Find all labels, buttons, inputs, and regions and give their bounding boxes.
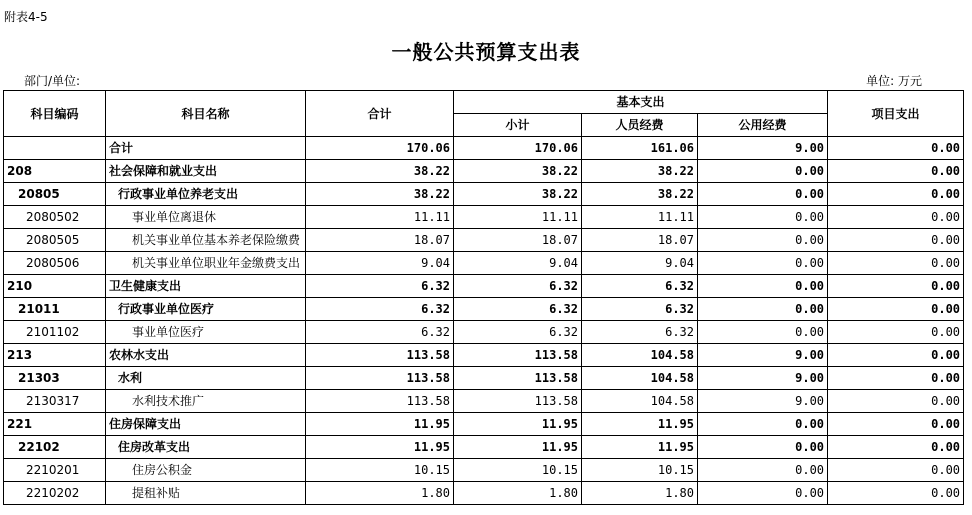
cell-project: 0.00 xyxy=(828,344,964,367)
cell-name: 机关事业单位职业年金缴费支出 xyxy=(106,252,306,275)
cell-personnel: 1.80 xyxy=(582,482,698,505)
cell-project: 0.00 xyxy=(828,436,964,459)
cell-name: 水利技术推广 xyxy=(106,390,306,413)
cell-total: 6.32 xyxy=(306,298,454,321)
table-row xyxy=(4,321,964,344)
cell-name: 行政事业单位医疗 xyxy=(106,298,306,321)
appendix-label: 附表4-5 xyxy=(4,10,48,24)
cell-subtotal: 6.32 xyxy=(454,321,582,344)
cell-subtotal: 11.11 xyxy=(454,206,582,229)
cell-name: 住房保障支出 xyxy=(106,413,306,436)
cell-code: 221 xyxy=(4,413,106,436)
table-row xyxy=(4,160,964,183)
header-public: 公用经费 xyxy=(698,114,828,137)
cell-public: 0.00 xyxy=(698,298,828,321)
cell-personnel: 38.22 xyxy=(582,160,698,183)
cell-personnel: 11.11 xyxy=(582,206,698,229)
unit-label: 单位: 万元 xyxy=(866,74,922,88)
cell-personnel: 10.15 xyxy=(582,459,698,482)
cell-public: 0.00 xyxy=(698,413,828,436)
cell-public: 9.00 xyxy=(698,367,828,390)
cell-subtotal: 170.06 xyxy=(454,137,582,160)
table-row xyxy=(4,137,964,160)
cell-subtotal: 11.95 xyxy=(454,413,582,436)
header-name: 科目名称 xyxy=(106,91,306,137)
cell-public: 9.00 xyxy=(698,344,828,367)
cell-subtotal: 9.04 xyxy=(454,252,582,275)
header-personnel: 人员经费 xyxy=(582,114,698,137)
table-row xyxy=(4,367,964,390)
cell-name: 社会保障和就业支出 xyxy=(106,160,306,183)
cell-public: 0.00 xyxy=(698,275,828,298)
cell-name: 提租补贴 xyxy=(106,482,306,505)
cell-code: 213 xyxy=(4,344,106,367)
cell-subtotal: 38.22 xyxy=(454,160,582,183)
cell-personnel: 161.06 xyxy=(582,137,698,160)
table-row xyxy=(4,436,964,459)
cell-public: 0.00 xyxy=(698,183,828,206)
cell-code: 210 xyxy=(4,275,106,298)
header-basic: 基本支出 xyxy=(454,91,828,114)
cell-code: 2080502 xyxy=(4,206,106,229)
cell-subtotal: 6.32 xyxy=(454,275,582,298)
cell-name: 卫生健康支出 xyxy=(106,275,306,298)
table-row xyxy=(4,482,964,505)
cell-project: 0.00 xyxy=(828,321,964,344)
cell-subtotal: 113.58 xyxy=(454,344,582,367)
cell-code: 2101102 xyxy=(4,321,106,344)
table-row xyxy=(4,183,964,206)
cell-code: 22102 xyxy=(4,436,106,459)
cell-project: 0.00 xyxy=(828,413,964,436)
department-label: 部门/单位: xyxy=(24,74,81,88)
header-code: 科目编码 xyxy=(4,91,106,137)
cell-project: 0.00 xyxy=(828,206,964,229)
cell-name: 行政事业单位养老支出 xyxy=(106,183,306,206)
cell-total: 11.95 xyxy=(306,436,454,459)
table-row xyxy=(4,252,964,275)
cell-total: 1.80 xyxy=(306,482,454,505)
cell-total: 10.15 xyxy=(306,459,454,482)
table-row xyxy=(4,390,964,413)
cell-personnel: 9.04 xyxy=(582,252,698,275)
cell-public: 0.00 xyxy=(698,321,828,344)
cell-code: 208 xyxy=(4,160,106,183)
cell-total: 9.04 xyxy=(306,252,454,275)
table-body xyxy=(4,137,964,505)
table-row xyxy=(4,344,964,367)
cell-name: 事业单位医疗 xyxy=(106,321,306,344)
header-project: 项目支出 xyxy=(828,91,964,137)
cell-personnel: 11.95 xyxy=(582,436,698,459)
cell-total: 6.32 xyxy=(306,275,454,298)
cell-subtotal: 18.07 xyxy=(454,229,582,252)
cell-total: 38.22 xyxy=(306,160,454,183)
cell-project: 0.00 xyxy=(828,390,964,413)
cell-personnel: 6.32 xyxy=(582,298,698,321)
cell-personnel: 104.58 xyxy=(582,367,698,390)
cell-total: 11.95 xyxy=(306,413,454,436)
cell-personnel: 38.22 xyxy=(582,183,698,206)
table-row xyxy=(4,298,964,321)
cell-subtotal: 1.80 xyxy=(454,482,582,505)
cell-subtotal: 10.15 xyxy=(454,459,582,482)
table-row xyxy=(4,229,964,252)
cell-total: 38.22 xyxy=(306,183,454,206)
cell-project: 0.00 xyxy=(828,298,964,321)
cell-code: 2080505 xyxy=(4,229,106,252)
cell-code: 2080506 xyxy=(4,252,106,275)
cell-subtotal: 6.32 xyxy=(454,298,582,321)
cell-project: 0.00 xyxy=(828,160,964,183)
cell-personnel: 11.95 xyxy=(582,413,698,436)
cell-name: 住房改革支出 xyxy=(106,436,306,459)
cell-public: 0.00 xyxy=(698,459,828,482)
cell-personnel: 104.58 xyxy=(582,344,698,367)
cell-public: 9.00 xyxy=(698,137,828,160)
cell-personnel: 6.32 xyxy=(582,321,698,344)
cell-project: 0.00 xyxy=(828,459,964,482)
table-row xyxy=(4,413,964,436)
cell-public: 0.00 xyxy=(698,482,828,505)
table-row xyxy=(4,275,964,298)
cell-code: 21011 xyxy=(4,298,106,321)
cell-project: 0.00 xyxy=(828,137,964,160)
header-subtotal: 小计 xyxy=(454,114,582,137)
cell-code: 21303 xyxy=(4,367,106,390)
cell-subtotal: 113.58 xyxy=(454,390,582,413)
cell-public: 0.00 xyxy=(698,160,828,183)
cell-name: 事业单位离退休 xyxy=(106,206,306,229)
cell-code: 2210201 xyxy=(4,459,106,482)
page-title: 一般公共预算支出表 xyxy=(391,40,581,64)
cell-name: 农林水支出 xyxy=(106,344,306,367)
cell-public: 0.00 xyxy=(698,436,828,459)
cell-public: 0.00 xyxy=(698,206,828,229)
cell-total: 6.32 xyxy=(306,321,454,344)
cell-name: 水利 xyxy=(106,367,306,390)
cell-project: 0.00 xyxy=(828,183,964,206)
header-total: 合计 xyxy=(306,91,454,137)
cell-public: 9.00 xyxy=(698,390,828,413)
cell-public: 0.00 xyxy=(698,229,828,252)
cell-project: 0.00 xyxy=(828,367,964,390)
cell-code: 2210202 xyxy=(4,482,106,505)
cell-code: 2130317 xyxy=(4,390,106,413)
cell-total: 113.58 xyxy=(306,390,454,413)
cell-total: 170.06 xyxy=(306,137,454,160)
cell-project: 0.00 xyxy=(828,275,964,298)
cell-total: 113.58 xyxy=(306,367,454,390)
cell-personnel: 6.32 xyxy=(582,275,698,298)
cell-code xyxy=(4,137,106,160)
cell-subtotal: 38.22 xyxy=(454,183,582,206)
cell-public: 0.00 xyxy=(698,252,828,275)
cell-project: 0.00 xyxy=(828,252,964,275)
cell-total: 113.58 xyxy=(306,344,454,367)
cell-name: 住房公积金 xyxy=(106,459,306,482)
cell-personnel: 18.07 xyxy=(582,229,698,252)
budget-table xyxy=(3,90,964,505)
cell-project: 0.00 xyxy=(828,229,964,252)
table-row xyxy=(4,459,964,482)
table-row xyxy=(4,206,964,229)
cell-subtotal: 11.95 xyxy=(454,436,582,459)
cell-personnel: 104.58 xyxy=(582,390,698,413)
cell-project: 0.00 xyxy=(828,482,964,505)
cell-code: 20805 xyxy=(4,183,106,206)
cell-total: 18.07 xyxy=(306,229,454,252)
cell-total: 11.11 xyxy=(306,206,454,229)
cell-subtotal: 113.58 xyxy=(454,367,582,390)
cell-name: 合计 xyxy=(106,137,306,160)
cell-name: 机关事业单位基本养老保险缴费 xyxy=(106,229,306,252)
